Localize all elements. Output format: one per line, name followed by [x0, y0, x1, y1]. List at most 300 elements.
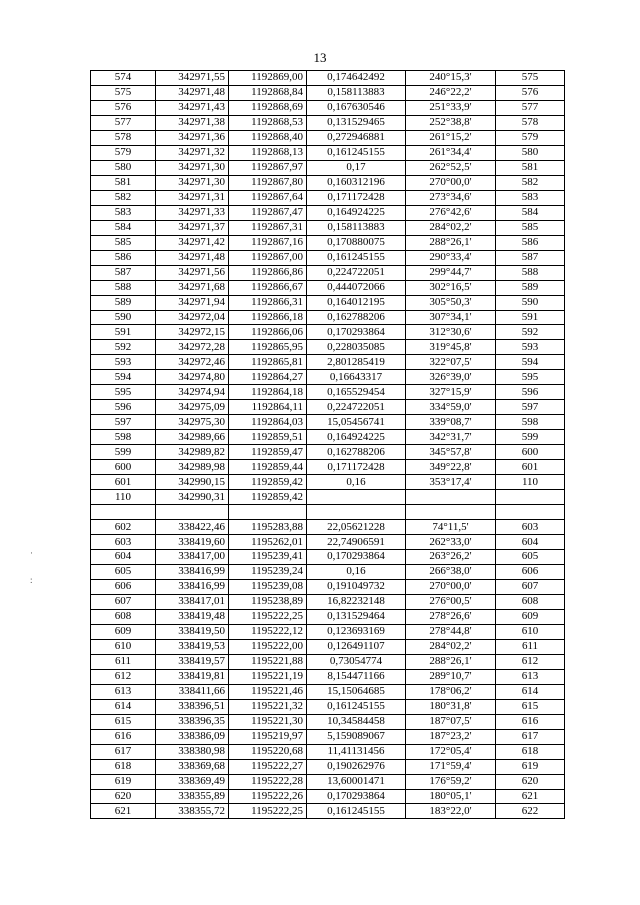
point-number-cell: 595	[91, 385, 156, 400]
table-row	[91, 415, 565, 430]
point-number-cell: 590	[91, 310, 156, 325]
y-coordinate-cell: 1192868,13	[229, 145, 307, 160]
y-coordinate-cell: 1195222,12	[229, 624, 307, 639]
point-number-cell: 613	[91, 684, 156, 699]
x-coordinate-cell: 342989,66	[156, 430, 229, 445]
y-coordinate-cell: 1192865,95	[229, 340, 307, 355]
point-number-cell: 582	[91, 190, 156, 205]
point-number-cell: 618	[91, 759, 156, 774]
direction-angle-cell: 345°57,8'	[406, 445, 496, 460]
y-coordinate-cell: 1192859,51	[229, 430, 307, 445]
page-number: 13	[313, 50, 327, 65]
direction-angle-cell: 334°59,0'	[406, 400, 496, 415]
table-row	[91, 445, 565, 460]
distance-cell: 0,131529464	[307, 609, 406, 624]
margin-mark: :	[30, 575, 33, 585]
distance-cell: 15,05456741	[307, 415, 406, 430]
distance-cell: 15,15064685	[307, 684, 406, 699]
distance-cell: 0,123693169	[307, 624, 406, 639]
y-coordinate-cell: 1192859,47	[229, 445, 307, 460]
direction-angle-cell: 339°08,7'	[406, 415, 496, 430]
table-row	[91, 520, 565, 535]
x-coordinate-cell: 342974,94	[156, 385, 229, 400]
point-number-cell: 605	[91, 564, 156, 579]
point-number-cell: 598	[91, 430, 156, 445]
y-coordinate-cell: 1192868,40	[229, 130, 307, 145]
next-point-cell: 576	[496, 85, 565, 100]
table-row	[91, 654, 565, 669]
table-row	[91, 130, 565, 145]
x-coordinate-cell: 342975,30	[156, 415, 229, 430]
table-row	[91, 505, 565, 520]
y-coordinate-cell: 1195239,08	[229, 579, 307, 594]
y-coordinate-cell: 1195221,88	[229, 654, 307, 669]
y-coordinate-cell: 1192867,31	[229, 220, 307, 235]
table-row	[91, 175, 565, 190]
x-coordinate-cell: 342971,36	[156, 130, 229, 145]
distance-cell	[307, 505, 406, 520]
point-number-cell: 604	[91, 550, 156, 565]
y-coordinate-cell: 1195222,28	[229, 774, 307, 789]
x-coordinate-cell: 342971,42	[156, 235, 229, 250]
x-coordinate-cell: 342975,09	[156, 400, 229, 415]
y-coordinate-cell: 1192859,42	[229, 490, 307, 505]
next-point-cell: 593	[496, 340, 565, 355]
next-point-cell: 604	[496, 535, 565, 550]
point-number-cell: 592	[91, 340, 156, 355]
y-coordinate-cell: 1195222,00	[229, 639, 307, 654]
x-coordinate-cell: 342972,15	[156, 325, 229, 340]
x-coordinate-cell: 342971,56	[156, 265, 229, 280]
point-number-cell: 621	[91, 804, 156, 819]
distance-cell: 0,161245155	[307, 145, 406, 160]
y-coordinate-cell: 1192868,69	[229, 100, 307, 115]
y-coordinate-cell: 1192864,11	[229, 400, 307, 415]
x-coordinate-cell: 338386,09	[156, 729, 229, 744]
direction-angle-cell: 278°44,8'	[406, 624, 496, 639]
y-coordinate-cell: 1192867,80	[229, 175, 307, 190]
table-row	[91, 684, 565, 699]
distance-cell: 0,171172428	[307, 460, 406, 475]
distance-cell: 0,164012195	[307, 295, 406, 310]
y-coordinate-cell: 1195220,68	[229, 744, 307, 759]
distance-cell: 8,154471166	[307, 669, 406, 684]
direction-angle-cell: 312°30,6'	[406, 325, 496, 340]
point-number-cell: 587	[91, 265, 156, 280]
direction-angle-cell: 288°26,1'	[406, 654, 496, 669]
next-point-cell: 600	[496, 445, 565, 460]
x-coordinate-cell: 338419,60	[156, 535, 229, 550]
distance-cell: 0,16	[307, 475, 406, 490]
y-coordinate-cell: 1192867,64	[229, 190, 307, 205]
point-number-cell: 586	[91, 250, 156, 265]
table-row	[91, 639, 565, 654]
direction-angle-cell: 299°44,7'	[406, 265, 496, 280]
direction-angle-cell: 349°22,8'	[406, 460, 496, 475]
x-coordinate-cell: 342971,38	[156, 115, 229, 130]
next-point-cell: 110	[496, 475, 565, 490]
distance-cell: 0,165529454	[307, 385, 406, 400]
direction-angle-cell: 180°05,1'	[406, 789, 496, 804]
next-point-cell: 575	[496, 71, 565, 86]
next-point-cell: 578	[496, 115, 565, 130]
y-coordinate-cell: 1192867,47	[229, 205, 307, 220]
direction-angle-cell: 176°59,2'	[406, 774, 496, 789]
x-coordinate-cell: 342971,48	[156, 250, 229, 265]
next-point-cell: 581	[496, 160, 565, 175]
point-number-cell: 600	[91, 460, 156, 475]
next-point-cell: 591	[496, 310, 565, 325]
table-row	[91, 804, 565, 819]
point-number-cell: 615	[91, 714, 156, 729]
next-point-cell: 610	[496, 624, 565, 639]
next-point-cell: 615	[496, 699, 565, 714]
y-coordinate-cell: 1195239,41	[229, 550, 307, 565]
point-number-cell: 580	[91, 160, 156, 175]
distance-cell: 11,41131456	[307, 744, 406, 759]
y-coordinate-cell: 1195221,46	[229, 684, 307, 699]
distance-cell: 22,05621228	[307, 520, 406, 535]
next-point-cell: 580	[496, 145, 565, 160]
y-coordinate-cell: 1195239,24	[229, 564, 307, 579]
table-row	[91, 235, 565, 250]
point-number-cell: 591	[91, 325, 156, 340]
y-coordinate-cell: 1195222,27	[229, 759, 307, 774]
next-point-cell: 599	[496, 430, 565, 445]
point-number-cell: 594	[91, 370, 156, 385]
distance-cell: 0,73054774	[307, 654, 406, 669]
y-coordinate-cell: 1195238,89	[229, 594, 307, 609]
direction-angle-cell: 263°26,2'	[406, 550, 496, 565]
next-point-cell: 617	[496, 729, 565, 744]
y-coordinate-cell: 1195222,25	[229, 804, 307, 819]
y-coordinate-cell: 1195222,26	[229, 789, 307, 804]
table-row	[91, 729, 565, 744]
direction-angle-cell: 302°16,5'	[406, 280, 496, 295]
next-point-cell: 616	[496, 714, 565, 729]
distance-cell: 16,82232148	[307, 594, 406, 609]
x-coordinate-cell: 342971,31	[156, 190, 229, 205]
point-number-cell: 577	[91, 115, 156, 130]
point-number-cell: 620	[91, 789, 156, 804]
table-row	[91, 190, 565, 205]
next-point-cell: 618	[496, 744, 565, 759]
next-point-cell: 586	[496, 235, 565, 250]
point-number-cell: 607	[91, 594, 156, 609]
table-row	[91, 535, 565, 550]
next-point-cell: 597	[496, 400, 565, 415]
direction-angle-cell: 261°34,4'	[406, 145, 496, 160]
x-coordinate-cell: 338417,00	[156, 550, 229, 565]
direction-angle-cell: 262°33,0'	[406, 535, 496, 550]
table-row	[91, 460, 565, 475]
table-row	[91, 774, 565, 789]
table-row	[91, 370, 565, 385]
x-coordinate-cell: 342972,28	[156, 340, 229, 355]
table-row	[91, 759, 565, 774]
direction-angle-cell: 74°11,5'	[406, 520, 496, 535]
table-row	[91, 220, 565, 235]
next-point-cell: 589	[496, 280, 565, 295]
direction-angle-cell: 183°22,0'	[406, 804, 496, 819]
next-point-cell: 609	[496, 609, 565, 624]
next-point-cell: 621	[496, 789, 565, 804]
point-number-cell: 584	[91, 220, 156, 235]
distance-cell: 0,190262976	[307, 759, 406, 774]
direction-angle-cell: 246°22,2'	[406, 85, 496, 100]
table-row	[91, 400, 565, 415]
y-coordinate-cell: 1192859,44	[229, 460, 307, 475]
next-point-cell: 582	[496, 175, 565, 190]
direction-angle-cell: 187°07,5'	[406, 714, 496, 729]
x-coordinate-cell: 338419,57	[156, 654, 229, 669]
y-coordinate-cell: 1192866,18	[229, 310, 307, 325]
y-coordinate-cell	[229, 505, 307, 520]
x-coordinate-cell: 342971,94	[156, 295, 229, 310]
x-coordinate-cell: 342971,55	[156, 71, 229, 86]
direction-angle-cell: 252°38,8'	[406, 115, 496, 130]
distance-cell: 0,17	[307, 160, 406, 175]
point-number-cell: 110	[91, 490, 156, 505]
point-number-cell: 585	[91, 235, 156, 250]
direction-angle-cell: 284°02,2'	[406, 220, 496, 235]
point-number-cell: 579	[91, 145, 156, 160]
x-coordinate-cell: 338416,99	[156, 564, 229, 579]
x-coordinate-cell	[156, 505, 229, 520]
distance-cell: 0,167630546	[307, 100, 406, 115]
x-coordinate-cell: 338419,53	[156, 639, 229, 654]
next-point-cell	[496, 490, 565, 505]
point-number-cell: 574	[91, 71, 156, 86]
table-row	[91, 205, 565, 220]
direction-angle-cell: 180°31,8'	[406, 699, 496, 714]
x-coordinate-cell: 338419,48	[156, 609, 229, 624]
table-row	[91, 789, 565, 804]
table-row	[91, 624, 565, 639]
distance-cell: 0,16643317	[307, 370, 406, 385]
distance-cell: 0,126491107	[307, 639, 406, 654]
x-coordinate-cell: 338411,66	[156, 684, 229, 699]
distance-cell: 0,224722051	[307, 265, 406, 280]
distance-cell: 0,164924225	[307, 430, 406, 445]
y-coordinate-cell: 1195221,32	[229, 699, 307, 714]
x-coordinate-cell: 338396,51	[156, 699, 229, 714]
direction-angle-cell: 322°07,5'	[406, 355, 496, 370]
y-coordinate-cell: 1192864,27	[229, 370, 307, 385]
direction-angle-cell: 240°15,3'	[406, 71, 496, 86]
next-point-cell: 583	[496, 190, 565, 205]
y-coordinate-cell: 1192864,18	[229, 385, 307, 400]
distance-cell: 0,158113883	[307, 85, 406, 100]
x-coordinate-cell: 342971,30	[156, 160, 229, 175]
next-point-cell: 620	[496, 774, 565, 789]
x-coordinate-cell: 338355,89	[156, 789, 229, 804]
point-number-cell: 610	[91, 639, 156, 654]
x-coordinate-cell: 342972,46	[156, 355, 229, 370]
y-coordinate-cell: 1195219,97	[229, 729, 307, 744]
point-number-cell: 575	[91, 85, 156, 100]
table-row	[91, 385, 565, 400]
distance-cell: 0,171172428	[307, 190, 406, 205]
x-coordinate-cell: 342972,04	[156, 310, 229, 325]
next-point-cell: 613	[496, 669, 565, 684]
table-row	[91, 579, 565, 594]
next-point-cell: 605	[496, 550, 565, 565]
coordinates-table	[90, 70, 565, 819]
x-coordinate-cell: 338419,50	[156, 624, 229, 639]
direction-angle-cell: 276°00,5'	[406, 594, 496, 609]
direction-angle-cell: 326°39,0'	[406, 370, 496, 385]
y-coordinate-cell: 1192866,86	[229, 265, 307, 280]
next-point-cell: 603	[496, 520, 565, 535]
table-row	[91, 609, 565, 624]
y-coordinate-cell: 1195221,19	[229, 669, 307, 684]
table-row	[91, 145, 565, 160]
direction-angle-cell: 270°00,0'	[406, 175, 496, 190]
x-coordinate-cell: 338355,72	[156, 804, 229, 819]
distance-cell: 0,16	[307, 564, 406, 579]
next-point-cell: 619	[496, 759, 565, 774]
next-point-cell: 595	[496, 370, 565, 385]
distance-cell: 0,161245155	[307, 804, 406, 819]
x-coordinate-cell: 338416,99	[156, 579, 229, 594]
table-row	[91, 100, 565, 115]
distance-cell: 0,444072066	[307, 280, 406, 295]
x-coordinate-cell: 342989,98	[156, 460, 229, 475]
distance-cell: 0,161245155	[307, 250, 406, 265]
y-coordinate-cell: 1192866,06	[229, 325, 307, 340]
next-point-cell: 612	[496, 654, 565, 669]
next-point-cell: 588	[496, 265, 565, 280]
direction-angle-cell: 284°02,2'	[406, 639, 496, 654]
point-number-cell: 619	[91, 774, 156, 789]
table-row	[91, 550, 565, 565]
point-number-cell: 608	[91, 609, 156, 624]
next-point-cell: 611	[496, 639, 565, 654]
y-coordinate-cell: 1192859,42	[229, 475, 307, 490]
y-coordinate-cell: 1192864,03	[229, 415, 307, 430]
x-coordinate-cell: 342990,15	[156, 475, 229, 490]
direction-angle-cell: 319°45,8'	[406, 340, 496, 355]
direction-angle-cell: 266°38,0'	[406, 564, 496, 579]
direction-angle-cell: 305°50,3'	[406, 295, 496, 310]
table-row	[91, 490, 565, 505]
distance-cell: 0,191049732	[307, 579, 406, 594]
point-number-cell: 581	[91, 175, 156, 190]
next-point-cell: 596	[496, 385, 565, 400]
direction-angle-cell: 289°10,7'	[406, 669, 496, 684]
distance-cell: 0,170880075	[307, 235, 406, 250]
distance-cell: 0,131529465	[307, 115, 406, 130]
direction-angle-cell: 290°33,4'	[406, 250, 496, 265]
distance-cell: 0,224722051	[307, 400, 406, 415]
direction-angle-cell: 288°26,1'	[406, 235, 496, 250]
next-point-cell	[496, 505, 565, 520]
x-coordinate-cell: 342971,30	[156, 175, 229, 190]
x-coordinate-cell: 342971,48	[156, 85, 229, 100]
direction-angle-cell: 270°00,0'	[406, 579, 496, 594]
x-coordinate-cell: 338419,81	[156, 669, 229, 684]
y-coordinate-cell: 1192865,81	[229, 355, 307, 370]
table-row	[91, 475, 565, 490]
x-coordinate-cell: 342990,31	[156, 490, 229, 505]
distance-cell	[307, 490, 406, 505]
x-coordinate-cell: 338380,98	[156, 744, 229, 759]
point-number-cell: 609	[91, 624, 156, 639]
distance-cell: 22,74906591	[307, 535, 406, 550]
distance-cell: 5,159089067	[307, 729, 406, 744]
x-coordinate-cell: 338417,01	[156, 594, 229, 609]
next-point-cell: 622	[496, 804, 565, 819]
y-coordinate-cell: 1192866,31	[229, 295, 307, 310]
y-coordinate-cell: 1195262,01	[229, 535, 307, 550]
point-number-cell: 606	[91, 579, 156, 594]
table-row	[91, 699, 565, 714]
point-number-cell: 603	[91, 535, 156, 550]
next-point-cell: 590	[496, 295, 565, 310]
y-coordinate-cell: 1192866,67	[229, 280, 307, 295]
y-coordinate-cell: 1192868,53	[229, 115, 307, 130]
y-coordinate-cell: 1192867,16	[229, 235, 307, 250]
point-number-cell: 617	[91, 744, 156, 759]
next-point-cell: 579	[496, 130, 565, 145]
point-number-cell: 614	[91, 699, 156, 714]
distance-cell: 0,158113883	[307, 220, 406, 235]
direction-angle-cell: 276°42,6'	[406, 205, 496, 220]
direction-angle-cell	[406, 490, 496, 505]
next-point-cell: 587	[496, 250, 565, 265]
distance-cell: 10,34584458	[307, 714, 406, 729]
y-coordinate-cell: 1195283,88	[229, 520, 307, 535]
x-coordinate-cell: 342971,33	[156, 205, 229, 220]
direction-angle-cell: 342°31,7'	[406, 430, 496, 445]
direction-angle-cell: 172°05,4'	[406, 744, 496, 759]
table-row	[91, 355, 565, 370]
table-row	[91, 160, 565, 175]
point-number-cell: 602	[91, 520, 156, 535]
next-point-cell: 614	[496, 684, 565, 699]
table-row	[91, 744, 565, 759]
point-number-cell: 596	[91, 400, 156, 415]
y-coordinate-cell: 1192868,84	[229, 85, 307, 100]
direction-angle-cell: 187°23,2'	[406, 729, 496, 744]
x-coordinate-cell: 342971,37	[156, 220, 229, 235]
direction-angle-cell: 171°59,4'	[406, 759, 496, 774]
distance-cell: 2,801285419	[307, 355, 406, 370]
distance-cell: 0,272946881	[307, 130, 406, 145]
margin-mark: ·	[30, 548, 33, 558]
y-coordinate-cell: 1192867,97	[229, 160, 307, 175]
table-row	[91, 250, 565, 265]
distance-cell: 13,60001471	[307, 774, 406, 789]
point-number-cell: 578	[91, 130, 156, 145]
next-point-cell: 594	[496, 355, 565, 370]
distance-cell: 0,228035085	[307, 340, 406, 355]
direction-angle-cell: 327°15,9'	[406, 385, 496, 400]
next-point-cell: 598	[496, 415, 565, 430]
distance-cell: 0,160312196	[307, 175, 406, 190]
table-row	[91, 340, 565, 355]
distance-cell: 0,162788206	[307, 445, 406, 460]
y-coordinate-cell: 1195221,30	[229, 714, 307, 729]
next-point-cell: 577	[496, 100, 565, 115]
table-row	[91, 295, 565, 310]
y-coordinate-cell: 1195222,25	[229, 609, 307, 624]
point-number-cell: 589	[91, 295, 156, 310]
distance-cell: 0,161245155	[307, 699, 406, 714]
x-coordinate-cell: 342971,43	[156, 100, 229, 115]
point-number-cell: 599	[91, 445, 156, 460]
